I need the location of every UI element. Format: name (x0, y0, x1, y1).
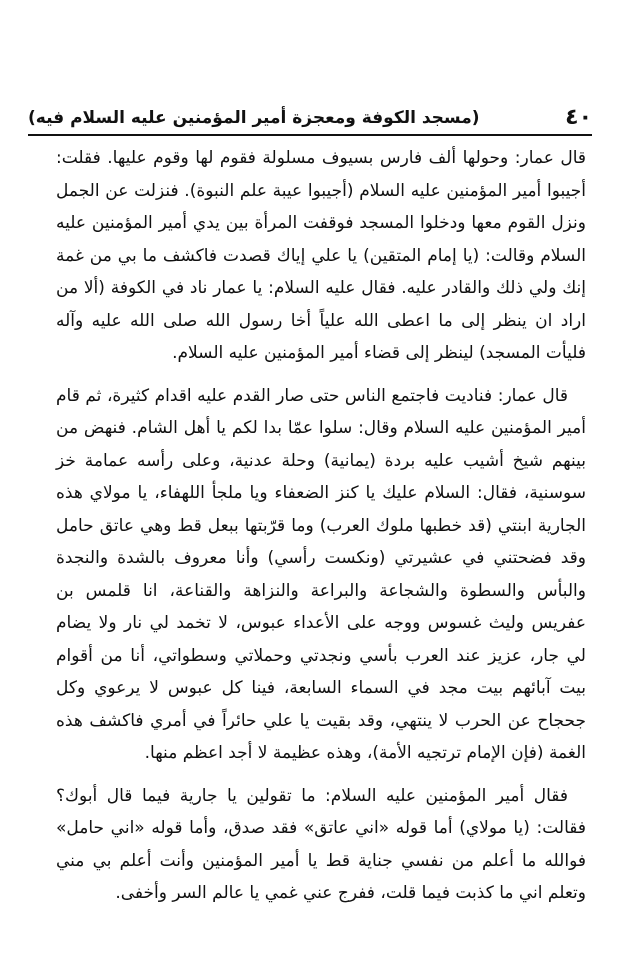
page-header (28, 96, 592, 136)
paragraph: فقال أمير المؤمنين عليه السلام: ما تقولين يا جارية فيما قال أبوك؟ فقالت: (يا مولاي) أما قوله «اني عاتق» فقد صدق، وأما قوله «اني حامل» فوالله ما أعلم من نفسي جناية قط يا أمير المؤمنين وأنت أعلم بي مني وتعلم اني ما كذبت فيما قلت، ففرج عني غمي يا عالم السر وأخفى. (56, 785, 586, 903)
running-title: (مسجد الكوفة ومعجزة أمير المؤمنين عليه السلام فيه) (28, 108, 480, 128)
body-text (56, 142, 586, 914)
page-number: ٤٠ (565, 105, 592, 130)
paragraph: قال عمار: فناديت فاجتمع الناس حتى صار القدم عليه اقدام كثيرة، ثم قام أمير المؤمنين عليه السلام وقال: سلوا عمّا بدا لكم يا أهل الشام. فنهض من بينهم شيخ أشيب عليه بردة (يمانية) وحلة عدنية، وعلى رأسه عمامة خز سوسنية، فقال: السلام عليك يا كنز الضعفاء ويا ملجأ اللهفاء، يا مولاي هذه الجارية ابنتي (قد خطبها ملوك العرب) وما قرّبتها ببعل قط وهي عاتق حامل وقد فضحتني في عشيرتي (ونكست رأسي) وأنا معروف بالشدة والنجدة والبأس والسطوة والشجاعة والبراعة والنزاهة والقناعة، انا قلمس بن عفريس وليث غسوس ووجه على الأعداء عبوس، لا تخمد لي نار ولا يضام لي جار، عزيز عند العرب بأسي ونجدتي وحملاتي وسطواتي، أنا من أقوام بيت آبائهم بيت مجد في السماء السابعة، فينا كل عبوس لا يرعوي وكل جحجاح عن الحرب لا ينتهي، وقد بقيت يا علي حائراً في أمري فاكشف هذه الغمة (فإن الإمام ترتجيه الأمة)، وهذه عظيمة لا أجد اعظم منها. (56, 385, 586, 763)
paragraph: قال عمار: وحولها ألف فارس بسيوف مسلولة فقوم لها وقوم عليها. فقلت: أجيبوا أمير المؤمنين عليه السلام (أجيبوا عيبة علم النبوة). فنزلت عن الجمل ونزل القوم معها ودخلوا المسجد فوقفت المرأة بين يدي أمير المؤمنين عليه السلام وقالت: (يا إمام المتقين) يا علي إياك قصدت فاكشف ما بي من غمة إنك ولي ذلك والقادر عليه. فقال عليه السلام: يا عمار ناد في الكوفة (ألا من اراد ان ينظر إلى ما اعطى الله علياً أخا رسول الله صلى الله عليه وآله فليأت المسجد) لينظر إلى قضاء أمير المؤمنين عليه السلام. (56, 148, 586, 363)
